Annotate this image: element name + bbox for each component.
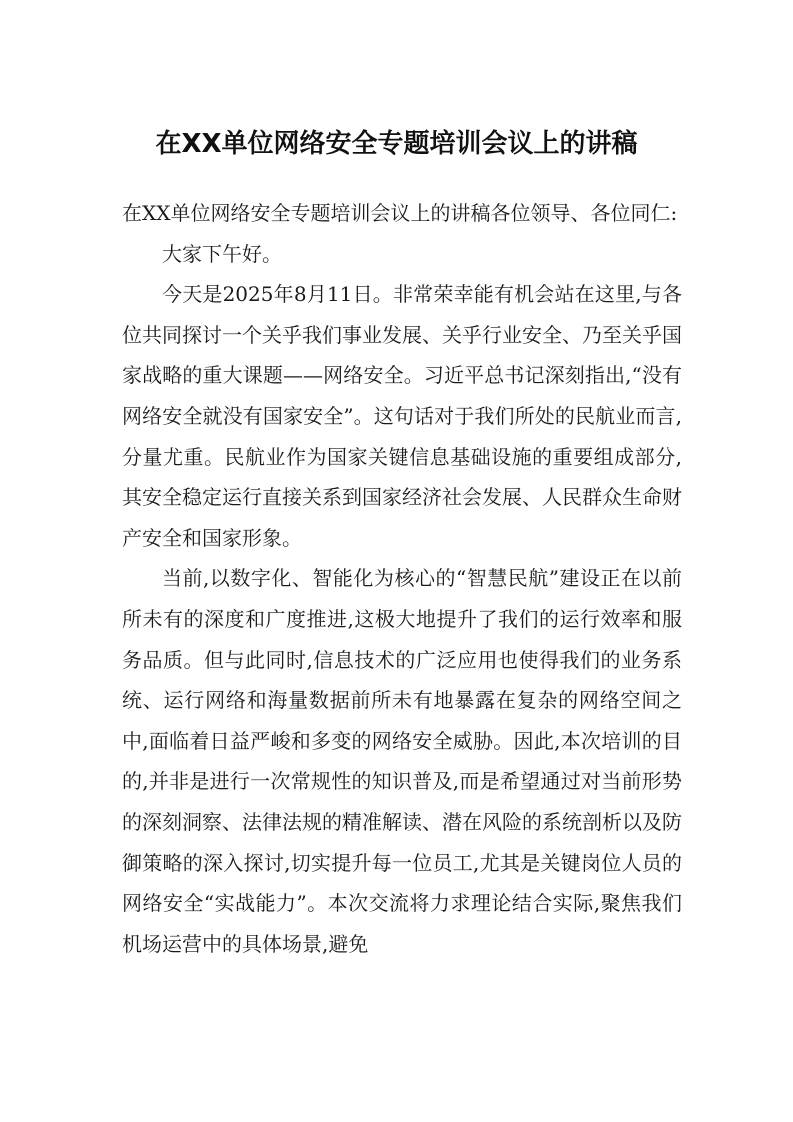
greeting-paragraph: 大家下午好。 — [162, 241, 282, 266]
body-paragraph-1: 今天是2025年8月11日。非常荣幸能有机会站在这里,与各位共同探讨一个关乎我们事业发展、关乎行业安全、乃至关乎国家战略的重大课题——网络安全。习近平总书记深刻指出,“没有网络安全就没有国家安全”。这句话对于我们所处的民航业而言,分量尤重。民航业作为国家关键信息基础设施的重要组成部分,其安全稳定运行直接关系到国家经济社会发展、人民群众生命财产安全和国家形象。 — [122, 282, 682, 550]
body-paragraph-2: 当前,以数字化、智能化为核心的“智慧民航”建设正在以前所未有的深度和广度推进,这极大地提升了我们的运行效率和服务品质。但与此同时,信息技术的广泛应用也使得我们的业务系统、运行网络和海量数据前所未有地暴露在复杂的网络空间之中,面临着日益严峻和多变的网络安全威胁。因此,本次培训的目的,并非是进行一次常规性的知识普及,而是希望通过对当前形势的深刻洞察、法律法规的精准解读、潜在风险的系统剖析以及防御策略的深入探讨,切实提升每一位员工,尤其是关键岗位人员的网络安全“实战能力”。本次交流将力求理论结合实际,聚焦我们机场运营中的具体场景,避免 — [122, 566, 682, 956]
document-body — [122, 193, 682, 964]
opening-paragraph: 在XX单位网络安全专题培训会议上的讲稿各位领导、各位同仁: — [122, 201, 678, 225]
document-title: 在XX单位网络安全专题培训会议上的讲稿 — [155, 129, 638, 159]
